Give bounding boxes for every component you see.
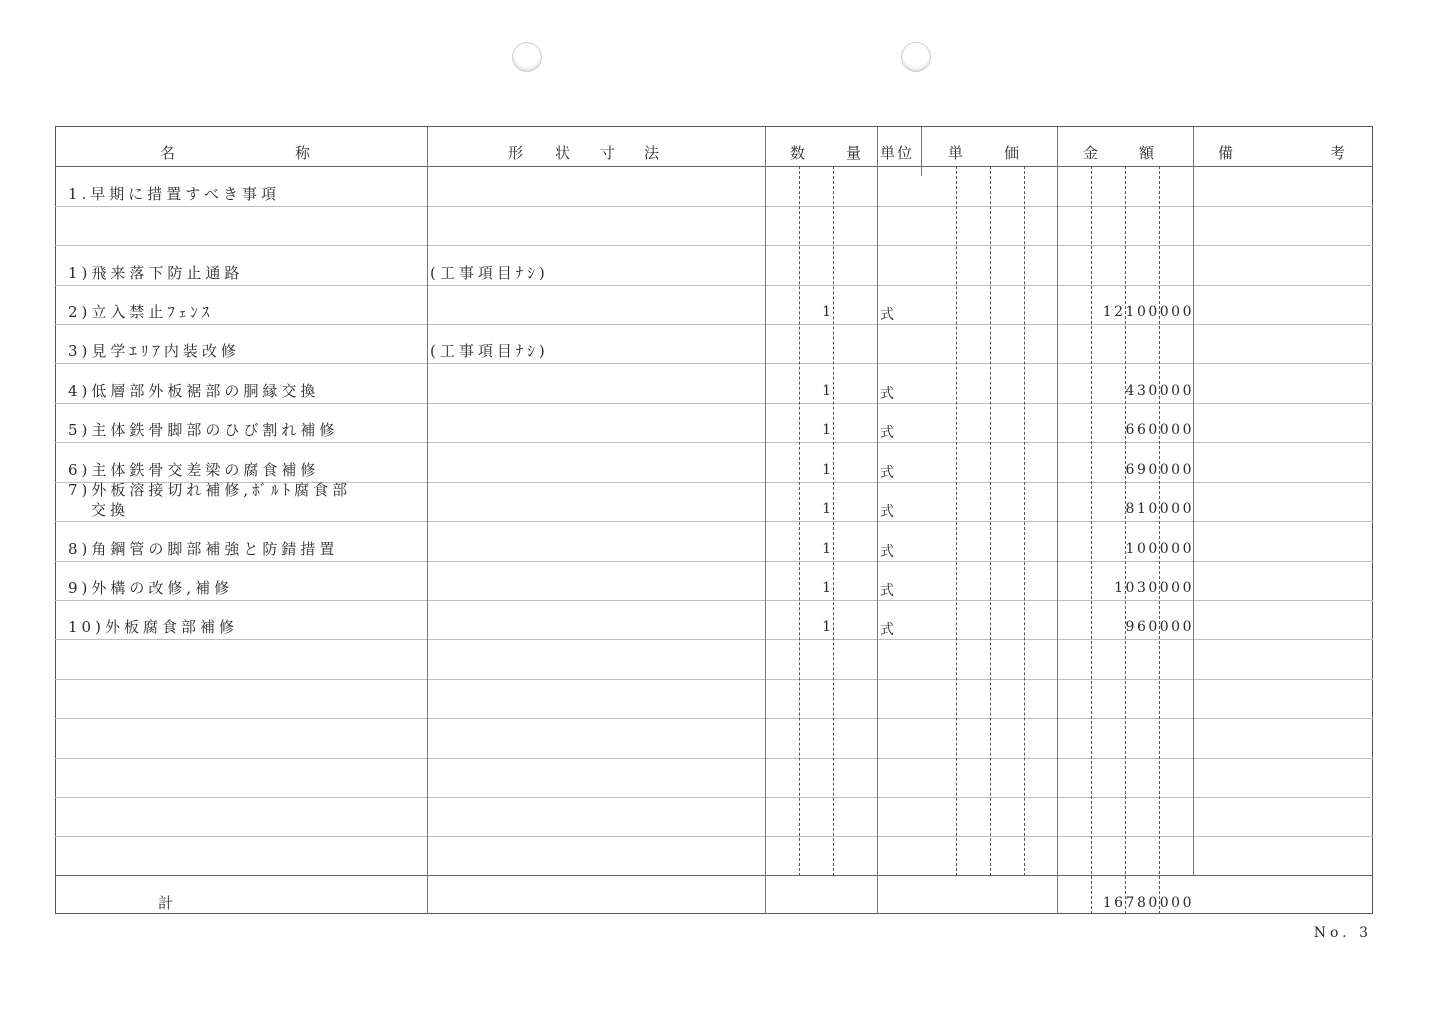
col-line-unit [921, 127, 922, 176]
row-rule [55, 403, 1373, 404]
header-shape: 形 [508, 144, 526, 162]
item-unit: 式 [880, 465, 894, 481]
row-rule [55, 363, 1373, 364]
digit-guide [1125, 166, 1126, 914]
item-shape: (工事項目ﾅｼ) [430, 264, 549, 282]
col-line-qty [877, 127, 878, 914]
header-shape: 状 [555, 144, 573, 162]
row-rule [55, 718, 1373, 719]
item-name: 1)飛来落下防止通路 [68, 264, 244, 282]
row-rule [55, 639, 1373, 640]
item-name: 8)角鋼管の脚部補強と防錆措置 [68, 540, 339, 558]
item-name: 3)見学ｴﾘｱ内装改修 [68, 342, 240, 360]
digit-guide [833, 166, 834, 876]
item-unit: 式 [880, 307, 894, 323]
item-unit: 式 [880, 583, 894, 599]
digit-guide [1159, 166, 1160, 914]
header-unit-price: 単 [948, 144, 966, 162]
item-name-continued: 交換 [91, 501, 130, 519]
punch-hole-left [512, 42, 542, 72]
row-rule [55, 245, 1373, 246]
item-amount: 960000 [1125, 619, 1194, 635]
item-name: 10)外板腐食部補修 [68, 618, 238, 636]
row-rule [55, 285, 1373, 286]
item-quantity: 1 [822, 304, 832, 320]
row-rule [55, 600, 1373, 601]
header-shape: 寸 [600, 144, 618, 162]
item-amount: 100000 [1125, 541, 1194, 557]
col-line-price [1057, 127, 1058, 914]
total-rule [55, 875, 1373, 876]
item-quantity: 1 [822, 619, 832, 635]
header-amount: 額 [1139, 144, 1157, 162]
digit-guide [956, 166, 957, 876]
page-number: No. 3 [1313, 925, 1372, 941]
total-label: 計 [158, 894, 178, 912]
section-title: 1.早期に措置すべき事項 [68, 185, 281, 203]
item-name: 4)低層部外板裾部の胴縁交換 [68, 382, 320, 400]
item-amount: 660000 [1125, 422, 1194, 438]
item-name: 2)立入禁止ﾌｪﾝｽ [68, 303, 214, 321]
item-amount: 810000 [1125, 501, 1194, 517]
item-name: 6)主体鉄骨交差梁の腐食補修 [68, 461, 320, 479]
item-amount: 430000 [1125, 383, 1194, 399]
digit-guide [799, 166, 800, 876]
header-remarks: 考 [1330, 144, 1348, 162]
row-rule [55, 521, 1373, 522]
header-name: 名 [160, 144, 178, 162]
item-amount: 1030000 [1114, 580, 1194, 596]
total-amount: 16780000 [1102, 895, 1194, 911]
item-shape: (工事項目ﾅｼ) [430, 342, 549, 360]
item-quantity: 1 [822, 501, 832, 517]
item-quantity: 1 [822, 462, 832, 478]
header-unit-price: 価 [1004, 144, 1022, 162]
item-unit: 式 [880, 544, 894, 560]
item-name: 9)外構の改修,補修 [68, 579, 234, 597]
row-rule [55, 836, 1373, 837]
item-unit: 式 [880, 504, 894, 520]
item-name: 5)主体鉄骨脚部のひび割れ補修 [68, 421, 339, 439]
row-rule [55, 442, 1373, 443]
col-line-name [427, 127, 428, 914]
row-rule [55, 679, 1373, 680]
item-quantity: 1 [822, 541, 832, 557]
item-quantity: 1 [822, 383, 832, 399]
header-remarks: 備 [1218, 144, 1236, 162]
item-amount: 12100000 [1102, 304, 1194, 320]
header-shape: 法 [644, 144, 662, 162]
item-unit: 式 [880, 622, 894, 638]
row-rule [55, 797, 1373, 798]
digit-guide [1024, 166, 1025, 876]
header-name: 称 [295, 144, 313, 162]
header-rule [55, 166, 1373, 167]
punch-hole-right [901, 42, 931, 72]
header-quantity: 量 [846, 144, 864, 162]
item-name: 7)外板溶接切れ補修,ﾎﾞﾙﾄ腐食部 [68, 481, 352, 499]
header-quantity: 数 [790, 144, 808, 162]
row-rule [55, 324, 1373, 325]
row-rule [55, 758, 1373, 759]
header-amount: 金 [1083, 144, 1101, 162]
item-quantity: 1 [822, 580, 832, 596]
item-quantity: 1 [822, 422, 832, 438]
col-line-shape [765, 127, 766, 914]
digit-guide [1091, 166, 1092, 914]
item-unit: 式 [880, 386, 894, 402]
row-rule [55, 561, 1373, 562]
header-unit: 単位 [880, 144, 915, 162]
item-unit: 式 [880, 425, 894, 441]
item-amount: 690000 [1125, 462, 1194, 478]
row-rule [55, 206, 1373, 207]
digit-guide [990, 166, 991, 876]
